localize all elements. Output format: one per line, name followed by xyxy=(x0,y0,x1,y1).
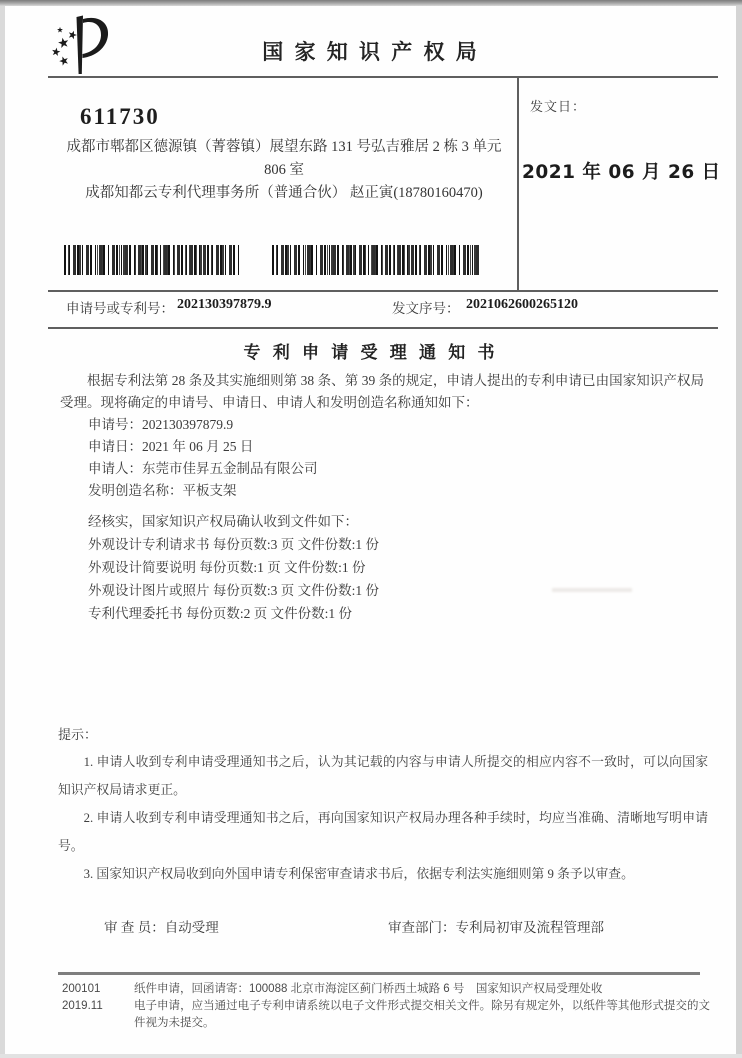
footer-rule xyxy=(58,972,700,975)
footer-form-codes xyxy=(62,981,128,1015)
scan-edge-right xyxy=(736,6,742,1058)
dispatch-date-value: 2021 年 06 月 26 日 xyxy=(522,162,721,183)
scan-smudge xyxy=(552,588,632,592)
received-doc-1: 外观设计专利请求书 每份页数:3 页 文件份数:1 份 xyxy=(88,537,380,552)
footer-form-date: 2019.11 xyxy=(62,1000,103,1012)
barcode-left xyxy=(64,245,240,275)
footer-form-code: 200101 xyxy=(62,983,101,995)
tips-list xyxy=(58,748,708,888)
footer-electronic-line: 电子申请，应当通过电子专利申请系统以电子文件形式提交相关文件。除另有规定外，以纸件等其他形式提交的文件视为未提交。 xyxy=(134,1000,710,1029)
serial-no-label: 发文序号： xyxy=(392,301,460,316)
notice-title: 专 利 申 请 受 理 通 知 书 xyxy=(243,343,499,362)
application-no-label: 申请号或专利号： xyxy=(66,301,174,316)
dispatch-date-label: 发文日： xyxy=(530,99,587,114)
detail-application-no: 申请号：202130397879.9 xyxy=(88,417,234,432)
reference-rule-bottom xyxy=(48,327,718,329)
tip-item-3: 3. 国家知识产权局收到向外国申请专利保密审查请求书后，依据专利法实施细则第 9 条予以审查。 xyxy=(83,867,634,881)
received-intro: 经核实，国家知识产权局确认收到文件如下： xyxy=(88,514,358,529)
scan-edge-bottom xyxy=(0,1054,742,1058)
received-doc-3: 外观设计图片或照片 每份页数:3 页 文件份数:1 份 xyxy=(88,583,380,598)
footer-paper-line: 纸件申请，回函请寄：100088 北京市海淀区蓟门桥西土城路 6 号 国家知识产权局受理处收 xyxy=(134,983,603,995)
scan-edge-left xyxy=(0,6,5,1058)
tips-heading: 提示： xyxy=(58,727,98,742)
scan-edge-top xyxy=(0,0,742,6)
application-no-value: 202130397879.9 xyxy=(177,297,272,312)
barcode-right xyxy=(272,245,480,275)
serial-no-value: 2021062600265120 xyxy=(466,297,578,312)
footer-instructions xyxy=(134,981,710,1032)
header-rule xyxy=(48,76,718,78)
received-doc-4: 专利代理委托书 每份页数:2 页 文件份数:1 份 xyxy=(88,606,353,621)
reference-rule-top xyxy=(48,290,718,292)
intro-paragraph: 根据专利法第 28 条及其实施细则第 38 条、第 39 条的规定，申请人提出的专利申请已由国家知识产权局受理。现将确定的申请号、申请日、申请人和发明创造名称通知如下： xyxy=(60,373,704,410)
postal-code: 611730 xyxy=(80,104,160,129)
recipient-address xyxy=(58,136,510,205)
received-doc-2: 外观设计简要说明 每份页数:1 页 文件份数:1 份 xyxy=(88,560,366,575)
address-line-2: 806 室 xyxy=(264,162,304,178)
department-line: 审查部门：专利局初审及流程管理部 xyxy=(388,920,604,935)
received-documents xyxy=(88,510,379,625)
application-details xyxy=(88,414,318,502)
address-line-1: 成都市郫都区德源镇（菁蓉镇）展望东路 131 号弘吉雅居 2 栋 3 单元 xyxy=(66,139,502,155)
agent-line: 成都知都云专利代理事务所（普通合伙） 赵正寅(18780160470) xyxy=(85,185,483,201)
examiner-line: 审 查 员：自动受理 xyxy=(104,920,219,935)
detail-applicant: 申请人：东莞市佳昇五金制品有限公司 xyxy=(88,461,318,476)
tip-item-2: 2. 申请人收到专利申请受理通知书之后，再向国家知识产权局办理各种手续时，均应当准确、清晰地写明申请号。 xyxy=(58,811,708,853)
detail-invention-name: 发明创造名称：平板支架 xyxy=(88,483,237,498)
tip-item-1: 1. 申请人收到专利申请受理通知书之后，认为其记载的内容与申请人所提交的相应内容不一致时，可以向国家知识产权局请求更正。 xyxy=(58,755,708,797)
detail-application-date: 申请日：2021 年 06 月 25 日 xyxy=(88,439,254,454)
date-box-divider xyxy=(517,76,519,291)
agency-title: 国 家 知 识 产 权 局 xyxy=(262,40,480,64)
